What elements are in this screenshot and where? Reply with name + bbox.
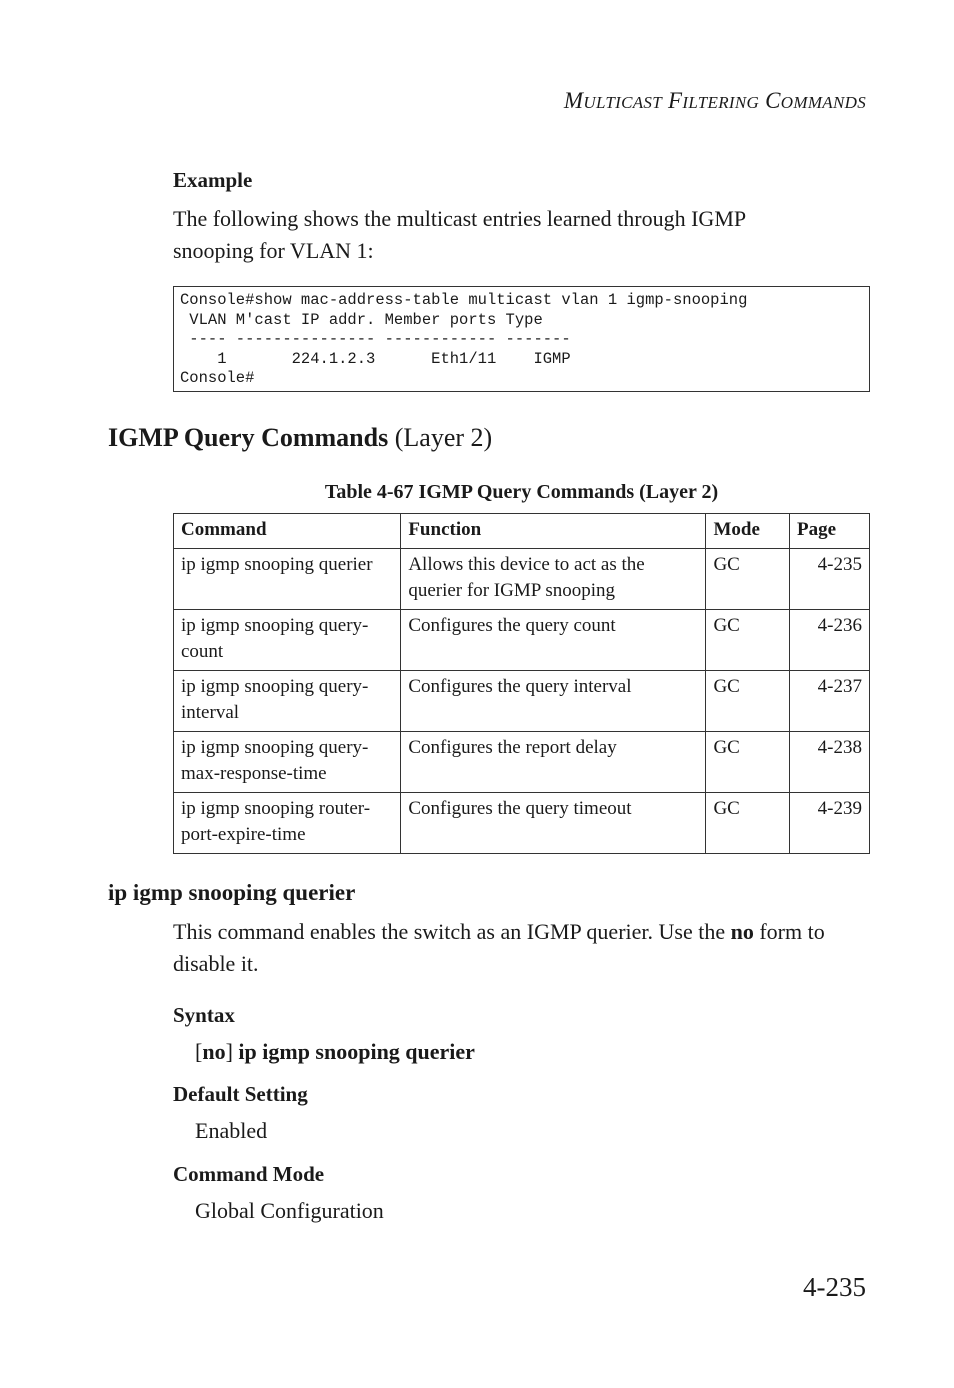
table-caption: Table 4-67 IGMP Query Commands (Layer 2) (324, 481, 719, 503)
igmp-query-commands-table (173, 513, 870, 854)
no-keyword: no (730, 919, 754, 944)
cell-command: ip igmp snooping router-port-expire-time (174, 793, 401, 854)
default-setting-label: Default Setting (173, 1082, 308, 1106)
cell-command: ip igmp snooping query-max-response-time (174, 732, 401, 793)
page-number: 4-235 (803, 1272, 866, 1302)
console-output: Console#show mac-address-table multicast vlan 1 igmp-snooping VLAN M'cast IP addr. Member ports Type ---- --------------- ------------ ------- 1 224.1.2.3 Eth1/11 IGMP Console# (173, 286, 870, 392)
cell-page: 4-238 (790, 732, 870, 793)
example-heading: Example (173, 168, 253, 192)
cell-function: Configures the query count (401, 610, 706, 671)
table-header-row (174, 514, 870, 549)
section-title-main: IGMP Query Commands (108, 423, 389, 452)
cell-function: Configures the query interval (401, 671, 706, 732)
cell-page: 4-237 (790, 671, 870, 732)
syntax-label: Syntax (173, 1003, 235, 1027)
command-mode-label: Command Mode (173, 1162, 325, 1186)
cell-page: 4-239 (790, 793, 870, 854)
table-row (174, 549, 870, 610)
syntax-command: ip igmp snooping querier (238, 1039, 475, 1064)
default-setting-value: Enabled (195, 1118, 268, 1143)
running-header-word-3: COMMANDS (765, 88, 866, 113)
header-function: Function (401, 514, 706, 549)
command-mode-value: Global Configuration (195, 1198, 384, 1223)
cell-function: Configures the query timeout (401, 793, 706, 854)
cell-function: Configures the report delay (401, 732, 706, 793)
cell-mode: GC (706, 732, 790, 793)
header-page: Page (790, 514, 870, 549)
cell-page: 4-236 (790, 610, 870, 671)
table-row (174, 793, 870, 854)
cell-page: 4-235 (790, 549, 870, 610)
header-mode: Mode (706, 514, 790, 549)
running-header-word-1: MULTICAST (563, 88, 662, 113)
cell-mode: GC (706, 549, 790, 610)
cell-mode: GC (706, 793, 790, 854)
table-row (174, 671, 870, 732)
running-header (564, 88, 866, 114)
table-row (174, 610, 870, 671)
table-row (174, 732, 870, 793)
cell-command: ip igmp snooping query-interval (174, 671, 401, 732)
command-description: This command enables the switch as an IGMP querier. Use the no form to disable it. (173, 919, 825, 976)
example-text: The following shows the multicast entries learned through IGMP snooping for VLAN 1: (173, 206, 746, 263)
section-title-suffix: (Layer 2) (388, 423, 493, 452)
cell-command: ip igmp snooping query-count (174, 610, 401, 671)
cell-mode: GC (706, 610, 790, 671)
syntax-value: [no] ip igmp snooping querier (195, 1039, 475, 1064)
section-title (108, 423, 492, 453)
cell-command: ip igmp snooping querier (174, 549, 401, 610)
cell-function: Allows this device to act as the querier for IGMP snooping (401, 549, 706, 610)
header-command: Command (174, 514, 401, 549)
command-title: ip igmp snooping querier (108, 880, 356, 905)
cell-mode: GC (706, 671, 790, 732)
running-header-word-2: FILTERING (668, 88, 760, 113)
